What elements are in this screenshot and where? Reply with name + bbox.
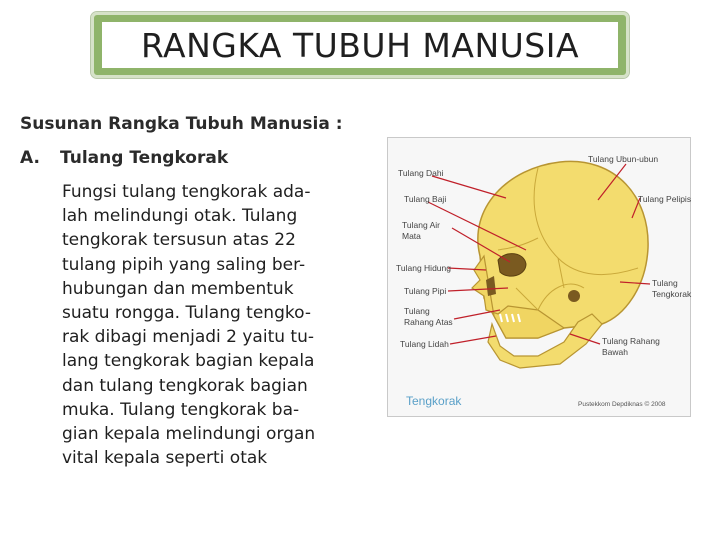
label-tulang-tengkorak: Tulang xyxy=(652,278,678,288)
label-tulang-hidung: Tulang Hidung xyxy=(396,263,451,273)
label-tulang-rahang-atas: Tulang xyxy=(404,306,430,316)
body-line: suatu rongga. Tulang tengko- xyxy=(62,303,311,324)
body-line: tulang pipih yang saling ber- xyxy=(62,254,306,275)
label-tulang-air-mata-2: Mata xyxy=(402,231,421,241)
subtitle: Susunan Rangka Tubuh Manusia : xyxy=(20,114,343,134)
label-tulang-air-mata: Tulang Air xyxy=(402,220,440,230)
label-tulang-pipi: Tulang Pipi xyxy=(404,286,447,296)
title-frame xyxy=(91,12,629,78)
figure-credit: Pustekkom Depdiknas © 2008 xyxy=(578,401,666,408)
section-heading xyxy=(20,148,228,168)
label-tulang-rahang-atas-2: Rahang Atas xyxy=(404,317,453,327)
body-line: dan tulang tengkorak bagian xyxy=(62,375,308,396)
figure-caption: Tengkorak xyxy=(406,394,462,408)
label-tulang-pelipis: Tulang Pelipis xyxy=(638,194,692,204)
slide-title: RANGKA TUBUH MANUSIA xyxy=(140,25,580,65)
body-paragraph xyxy=(62,180,374,470)
body-line: vital kepala seperti otak xyxy=(62,448,268,469)
section-heading-text: Tulang Tengkorak xyxy=(60,148,229,168)
body-line: gian kepala melindungi organ xyxy=(62,424,316,445)
list-marker: A. xyxy=(20,148,40,168)
label-tulang-dahi: Tulang Dahi xyxy=(398,168,444,178)
body-line: muka. Tulang tengkorak ba- xyxy=(62,399,300,420)
label-tulang-rahang-bawah: Tulang Rahang xyxy=(602,336,660,346)
body-line: lah melindungi otak. Tulang xyxy=(62,206,298,227)
skull-illustration xyxy=(388,138,692,418)
label-tulang-tengkorak-2: Tengkorak xyxy=(652,289,692,299)
skull-figure xyxy=(387,137,691,417)
label-tulang-rahang-bawah-2: Bawah xyxy=(602,347,628,357)
label-tulang-lidah: Tulang Lidah xyxy=(400,339,449,349)
ear-canal xyxy=(568,290,580,302)
label-tulang-baji: Tulang Baji xyxy=(404,194,447,204)
body-line: hubungan dan membentuk xyxy=(62,278,294,299)
title-box xyxy=(102,22,618,68)
body-line: Fungsi tulang tengkorak ada- xyxy=(62,182,311,202)
body-line: rak dibagi menjadi 2 yaitu tu- xyxy=(62,327,314,348)
body-line: lang tengkorak bagian kepala xyxy=(62,351,315,372)
body-line: tengkorak tersusun atas 22 xyxy=(62,230,296,251)
label-tulang-ubun-ubun: Tulang Ubun-ubun xyxy=(588,154,659,164)
